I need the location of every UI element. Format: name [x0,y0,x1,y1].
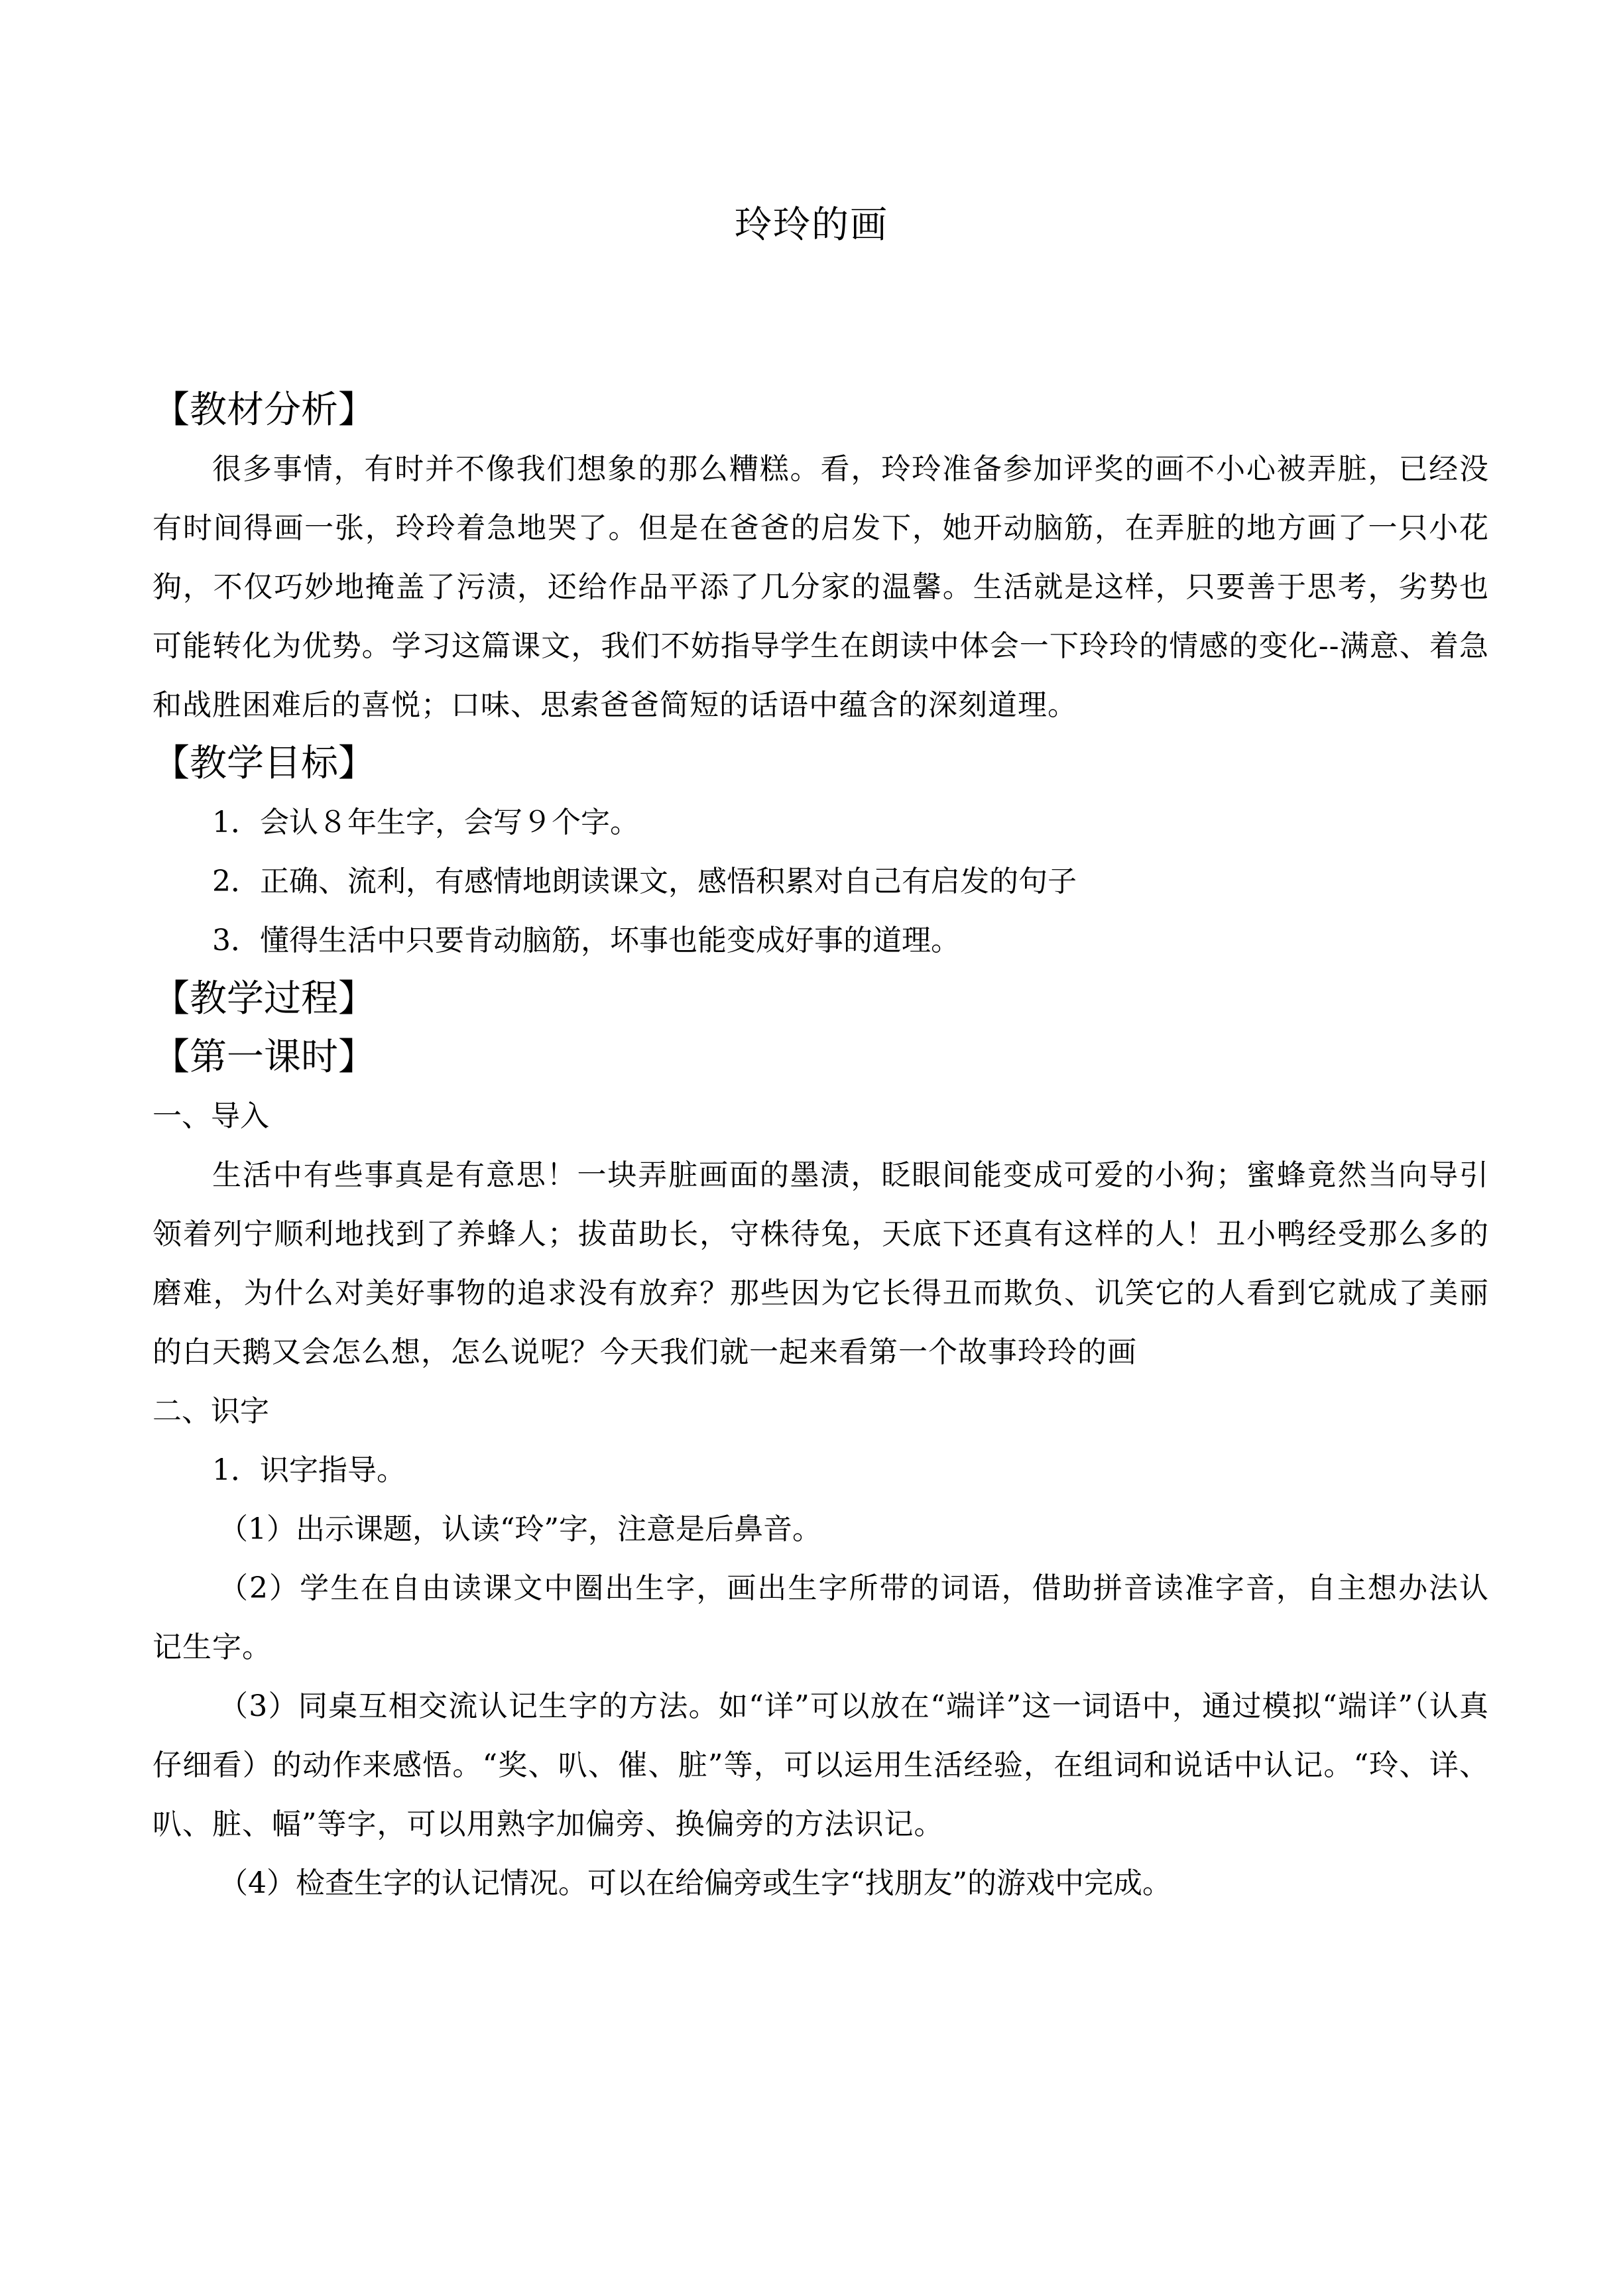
analysis-paragraph: 很多事情，有时并不像我们想象的那么糟糕。看，玲玲准备参加评奖的画不小心被弄脏，已经没有时间得画一张，玲玲着急地哭了。但是在爸爸的启发下，她开动脑筋，在弄脏的地方画了一只小花狗，不仅巧妙地掩盖了污渍，还给作品平添了几分家的温馨。生活就是这样，只要善于思考，劣势也可能转化为优势。学习这篇课文，我们不妨指导学生在朗读中体会一下玲玲的情感的变化--满意、着急和战胜困难后的喜悦；口味、思索爸爸简短的话语中蕴含的深刻道理。 [152,452,1489,722]
goal-item-2: 2．正确、流利，有感情地朗读课文，感悟积累对自己有启发的句子 [212,865,1077,898]
literacy-subitem-3: （3）同桌互相交流认记生字的方法。如“详”可以放在“端详”这一词语中，通过模拟“端详”（认真仔细看）的动作来感悟。“奖、叭、催、脏”等，可以运用生活经验，在组词和说话中认记。“玲、详、叭、脏、幅”等字，可以用熟字加偏旁、换偏旁的方法识记。 [152,1689,1489,1841]
literacy-subitem-4: （4）检查生字的认记情况。可以在给偏旁或生字“找朋友”的游戏中完成。 [219,1866,1172,1900]
section-heading-goals: 【教学目标】 [152,742,375,785]
literacy-item-1: 1．识字指导。 [212,1453,406,1487]
subsection-heading-literacy: 二、识字 [152,1394,269,1428]
document-title: 玲玲的画 [735,204,888,247]
section-heading-analysis: 【教材分析】 [152,389,375,432]
goal-item-3: 3．懂得生活中只要肯动脑筋，坏事也能变成好事的道理。 [212,924,960,957]
literacy-subitem-2: （2）学生在自由读课文中圈出生字，画出生字所带的词语，借助拼音读准字音，自主想办法认记生字。 [152,1571,1489,1664]
literacy-subitem-1: （1）出示课题，认读“玲”字，注意是后鼻音。 [219,1512,821,1546]
section-heading-process: 【教学过程】 [152,977,375,1020]
goal-item-1: 1．会认８年生字，会写９个字。 [212,806,639,839]
subsection-heading-intro: 一、导入 [152,1099,269,1133]
intro-paragraph: 生活中有些事真是有意思！一块弄脏画面的墨渍，眨眼间能变成可爱的小狗；蜜蜂竟然当向导引领着列宁顺利地找到了养蜂人；拔苗助长，守株待兔，天底下还真有这样的人！丑小鸭经受那么多的磨难，为什么对美好事物的追求没有放弃？那些因为它长得丑而欺负、讥笑它的人看到它就成了美丽的白天鹅又会怎么想，怎么说呢？今天我们就一起来看第一个故事玲玲的画 [152,1158,1489,1369]
section-heading-lesson-one: 【第一课时】 [152,1036,375,1079]
document-body [152,381,1489,1913]
